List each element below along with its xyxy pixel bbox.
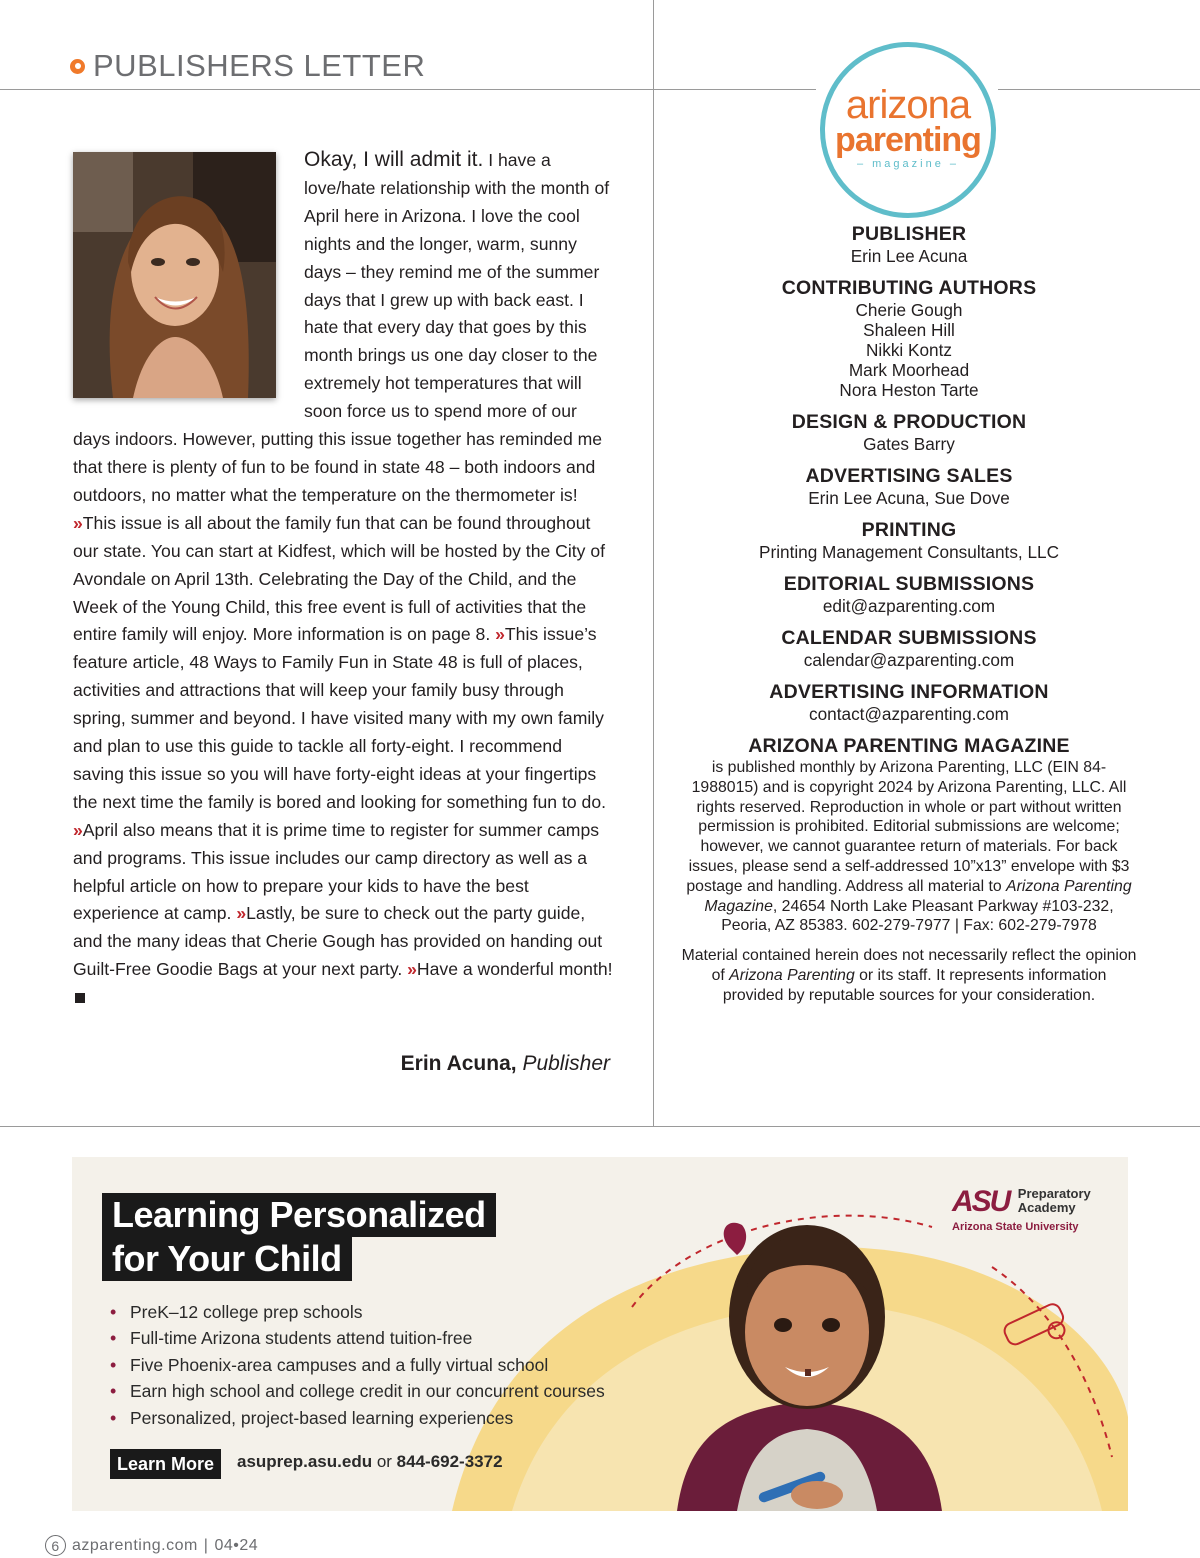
- ad-phone[interactable]: 844-692-3372: [396, 1452, 503, 1471]
- masthead-printing: Printing Management Consultants, LLC: [759, 542, 1059, 562]
- logo-word-parenting: parenting: [835, 121, 981, 159]
- asu-logo-line-1: Preparatory: [1017, 1186, 1091, 1201]
- learn-more-button[interactable]: Learn More: [110, 1449, 221, 1479]
- section-header: [70, 48, 425, 84]
- letter-lead: Okay, I will admit it.: [304, 148, 484, 171]
- child-photo: [657, 1177, 957, 1511]
- footer-issue: 04•24: [214, 1536, 259, 1554]
- author-name: Cherie Gough: [855, 300, 963, 320]
- asu-logo-text: [1018, 1187, 1091, 1215]
- end-mark-icon: [75, 993, 85, 1003]
- ad-bullet: • Personalized, project-based learning experiences: [110, 1405, 605, 1431]
- arrow-separator-icon: »: [236, 903, 247, 924]
- signature-role: Publisher: [522, 1052, 610, 1075]
- ad-bullet: • Full-time Arizona students attend tuition-free: [110, 1325, 605, 1351]
- footer-separator: |: [203, 1536, 209, 1554]
- ad-or-text: or: [372, 1452, 397, 1471]
- letter-paragraph-5: Lastly, be sure to check out the party guide, and the many ideas that Cherie Gough has provided on handing out Guilt-Free Goodie Bags at your next party.: [73, 903, 603, 980]
- masthead-publisher-title: PUBLISHER: [851, 223, 967, 245]
- section-divider: [0, 1126, 1200, 1127]
- arrow-separator-icon: »: [73, 512, 83, 533]
- ad-contact: [237, 1452, 503, 1472]
- column-divider: [653, 0, 654, 1126]
- author-name: Nora Heston Tarte: [839, 380, 979, 400]
- arrow-separator-icon: »: [407, 959, 417, 980]
- legal-magazine-name: Arizona Parenting Magazine: [704, 877, 1132, 915]
- publisher-letter: [73, 146, 613, 1012]
- asu-prep-logo: [952, 1187, 1091, 1233]
- masthead-editorial-title: EDITORIAL SUBMISSIONS: [783, 573, 1035, 595]
- ad-bullet: • PreK–12 college prep schools: [110, 1299, 605, 1325]
- ad-headline-line-2: for Your Child: [102, 1237, 352, 1281]
- disclaimer-text-1: Material contained herein does not necessarily reflect the opinion of: [681, 947, 1137, 984]
- page-number: 6: [45, 1535, 66, 1556]
- masthead-magazine-title: ARIZONA PARENTING MAGAZINE: [748, 735, 1070, 757]
- arrow-separator-icon: »: [73, 819, 83, 840]
- logo-word-magazine: – magazine –: [856, 158, 960, 170]
- masthead: [680, 222, 1138, 1006]
- masthead-adsales: Erin Lee Acuna, Sue Dove: [808, 488, 1010, 508]
- masthead-adsales-title: ADVERTISING SALES: [805, 465, 1013, 487]
- masthead-adinfo-title: ADVERTISING INFORMATION: [769, 681, 1049, 703]
- ad-headline: [102, 1193, 496, 1281]
- arrow-separator-icon: »: [495, 624, 505, 645]
- publisher-photo: [73, 152, 276, 398]
- letter-paragraph-2: This issue is all about the family fun that can be found throughout our state. You can start at Kidfest, which will be hosted by the City of Avondale on April 13th. Celebrating the Day of the Child, and the Week of the Young Child, this free event is full of activities that the entire family will enjoy. More information is on page 8.: [73, 512, 606, 645]
- asu-mark: ASU: [952, 1185, 1010, 1218]
- author-name: Nikki Kontz: [866, 340, 952, 360]
- masthead-disclaimer: [680, 946, 1138, 1005]
- legal-text-1: is published monthly by Arizona Parenting, LLC (EIN 84-1988015) and is copyright 2024 by Arizona Parenting, LLC. All rights reserved. Reproduction in whole or part without written permission is prohibited. Editorial submissions are welcome; however, we cannot guarantee return of materials. For back issues, please send a self-addressed 10”x13” envelope with $3 postage and handling. Address all material to: [686, 759, 1130, 895]
- author-name: Shaleen Hill: [863, 320, 955, 340]
- masthead-publisher: Erin Lee Acuna: [850, 246, 968, 266]
- ad-bullet-list: [110, 1299, 605, 1431]
- calendar-email: calendar@azparenting.com: [803, 650, 1015, 670]
- signature: [73, 1052, 610, 1076]
- asu-logo-sub: Arizona State University: [952, 1221, 1079, 1233]
- masthead-authors-title: CONTRIBUTING AUTHORS: [781, 277, 1037, 299]
- editorial-email: edit@azparenting.com: [822, 596, 996, 616]
- masthead-calendar-title: CALENDAR SUBMISSIONS: [781, 627, 1037, 649]
- disclaimer-text-2: or its staff. It represents information provided by reputable sources for your consideration.: [722, 966, 1107, 1004]
- asu-logo-line-2: Academy: [1017, 1200, 1076, 1215]
- signature-name: Erin Acuna,: [400, 1052, 517, 1075]
- masthead-printing-title: PRINTING: [861, 519, 957, 541]
- masthead-legal: [680, 758, 1138, 936]
- circle-bullet-icon: [70, 59, 85, 74]
- magazine-logo: [820, 42, 996, 218]
- legal-text-2: , 24654 North Lake Pleasant Parkway #103-232, Peoria, AZ 85383. 602-279-7977 | Fax: 602-279-7978: [721, 897, 1114, 935]
- ad-url-link[interactable]: asuprep.asu.edu: [237, 1452, 373, 1471]
- letter-paragraph-3: This issue’s feature article, 48 Ways to Family Fun in State 48 is full of places, activities and attractions that will keep your family busy through spring, summer and beyond. I have visited many with my own family and plan to use this guide to tackle all forty-eight. I recommend saving this issue so you will have forty-eight ideas at your fingertips the next time the family is bored and looking for something fun to do.: [73, 624, 607, 812]
- letter-paragraph-1: I have a love/hate relationship with the month of April here in Arizona. I love the cool nights and the longer, warm, sunny days – they remind me of the summer days that I grew up with back east. I hate that every day that goes by this month brings us one day closer to the extremely hot temperatures that will soon force us to spend more of our days indoors. However, putting this issue together has reminded me that there is plenty of fun to be found in state 48 – both indoors and outdoors, no matter what the temperature on the thermometer is!: [73, 150, 610, 505]
- adinfo-email: contact@azparenting.com: [809, 704, 1009, 724]
- ad-headline-line-1: Learning Personalized: [102, 1193, 496, 1237]
- ad-bullet: • Earn high school and college credit in our concurrent courses: [110, 1378, 605, 1404]
- author-name: Mark Moorhead: [848, 360, 970, 380]
- logo-word-arizona: arizona: [845, 83, 971, 127]
- masthead-design: Gates Barry: [863, 434, 955, 454]
- asu-prep-advertisement[interactable]: [72, 1157, 1128, 1511]
- page-footer: [45, 1535, 258, 1556]
- section-title: PUBLISHERS LETTER: [93, 48, 426, 83]
- letter-paragraph-4: April also means that it is prime time to register for summer camps and programs. This issue includes our camp directory as well as a helpful article on how to prepare your kids to have the best experience at camp.: [73, 819, 600, 924]
- top-rule-right: [998, 89, 1200, 90]
- top-rule-left: [0, 89, 816, 90]
- letter-paragraph-6: Have a wonderful month!: [416, 959, 613, 980]
- disclaimer-name: Arizona Parenting: [729, 966, 855, 984]
- ad-bullet: • Five Phoenix-area campuses and a fully virtual school: [110, 1352, 605, 1378]
- footer-site: azparenting.com: [72, 1536, 198, 1554]
- masthead-design-title: DESIGN & PRODUCTION: [791, 411, 1027, 433]
